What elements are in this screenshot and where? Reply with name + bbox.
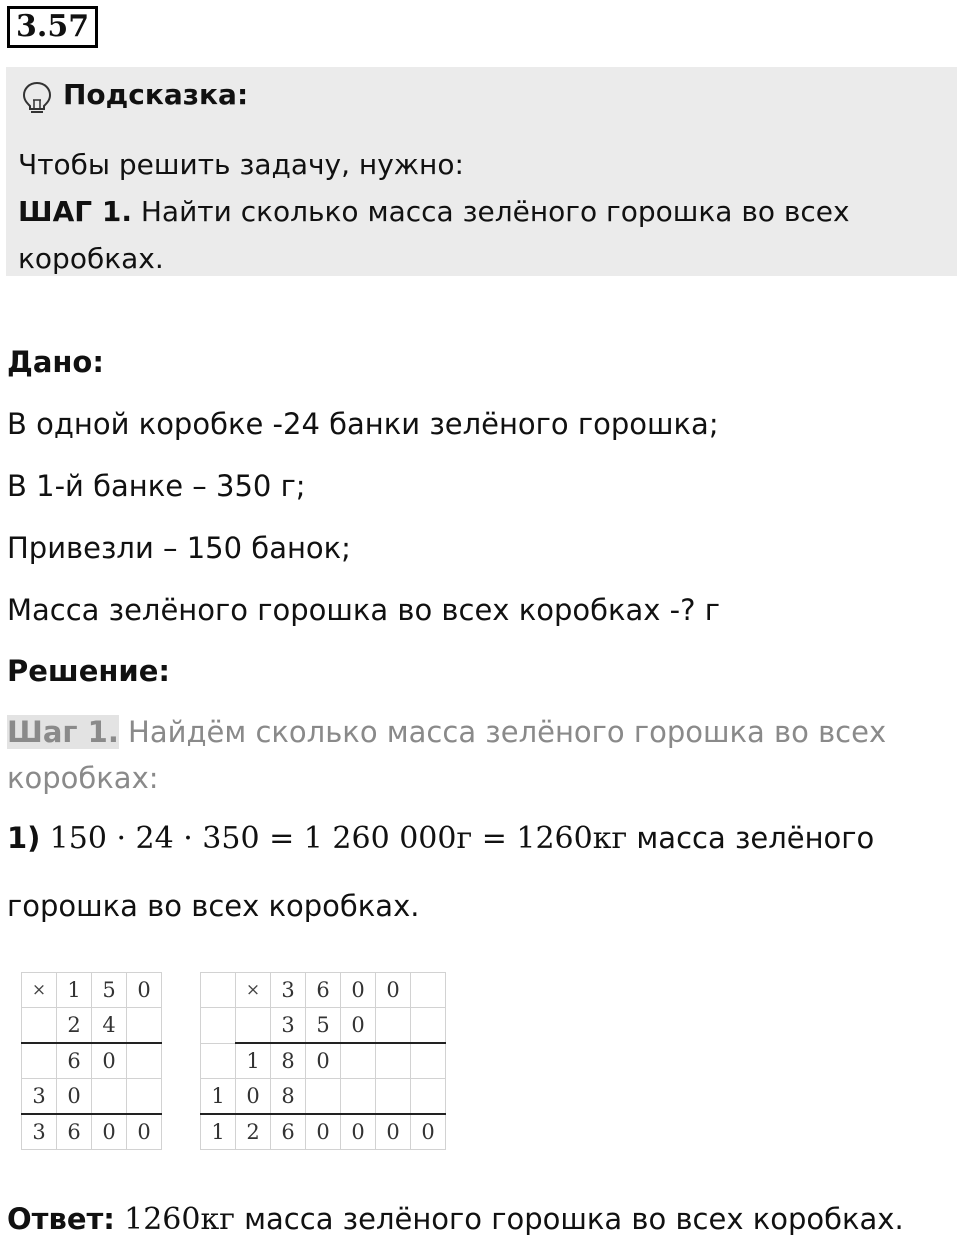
grid1-row [22,1008,162,1044]
calc-expression: 150 · 24 · 350 = 1 260 000г = 1260кг [49,821,628,856]
given-line-4: Масса зелёного горошка во всех коробках -? г [7,593,720,627]
calc-line [7,818,874,859]
grid2-cell: 1 [201,1079,236,1115]
grid1-row [22,1043,162,1079]
grid1-cell: 3 [22,1079,57,1115]
grid2-row [201,1008,446,1044]
grid2-cell: 3 [271,1008,306,1044]
grid2-cell: 0 [236,1079,271,1115]
hint-box [6,67,957,276]
grid1-cell: 5 [92,973,127,1008]
grid1-cell [127,1043,162,1079]
solution-title: Решение: [7,654,171,688]
grid2-cell: 0 [306,1114,341,1150]
grid1-cell: × [22,973,57,1008]
grid2-cell: 8 [271,1079,306,1115]
calc-text-cont: горошка во всех коробках. [7,889,420,923]
grid2-cell: 6 [306,973,341,1008]
grid1-row [22,973,162,1008]
grid1-row [22,1114,162,1150]
answer-label: Ответ: [7,1202,115,1236]
grid2-cell [376,1079,411,1115]
solution-step-label: Шаг 1. [7,715,119,749]
grid2-cell [341,1079,376,1115]
grid2-row [201,1043,446,1079]
grid2-cell: 8 [271,1043,306,1079]
grid2-cell [201,973,236,1008]
hint-step-label: ШАГ 1. [18,195,132,228]
grid2-cell: 0 [376,973,411,1008]
grid2-row [201,1079,446,1115]
grid1-cell: 0 [92,1114,127,1150]
solution-step-text: Найдём сколько масса зелёного горошка во всех [118,715,887,749]
grid2-cell [411,1008,446,1044]
grid2-row [201,973,446,1008]
grid1-cell: 6 [57,1043,92,1079]
grid2-cell: 0 [341,973,376,1008]
hint-intro: Чтобы решить задачу, нужно: [18,148,464,181]
grid2-cell [341,1043,376,1079]
grid2-cell [201,1008,236,1044]
calc-text: масса зелёного [627,821,875,855]
calc-label: 1) [7,821,41,855]
grid2-cell: 6 [271,1114,306,1150]
grid1-cell [127,1008,162,1044]
grid1-cell: 2 [57,1008,92,1044]
answer-text: масса зелёного горошка во всех коробках. [234,1202,904,1236]
grid1-cell: 1 [57,973,92,1008]
grid2-cell [376,1043,411,1079]
grid1-cell [22,1043,57,1079]
grid1-cell: 0 [92,1043,127,1079]
grid1-cell [22,1008,57,1044]
given-line-1: В одной коробке -24 банки зелёного горошка; [7,407,719,441]
grid1-cell: 0 [127,973,162,1008]
grid2-cell [201,1043,236,1079]
grid2-cell: 5 [306,1008,341,1044]
grid1-cell [92,1079,127,1115]
grid1-cell: 0 [57,1079,92,1115]
grid2-cell: 0 [341,1008,376,1044]
grid1-cell [127,1079,162,1115]
grid2-cell [236,1008,271,1044]
lightbulb-icon [20,81,54,115]
grid1-cell: 4 [92,1008,127,1044]
hint-text [18,141,918,282]
task-number: 3.57 [7,6,98,48]
grid1-cell: 3 [22,1114,57,1150]
solution-step [7,712,886,752]
solution-step-text-cont: коробках: [7,761,159,795]
grid2-cell: 0 [341,1114,376,1150]
grid2-cell [411,1079,446,1115]
multiplication-grid-1 [21,972,162,1150]
hint-step-text-cont: коробках. [18,242,164,275]
multiplication-grid-2 [200,972,446,1150]
given-title: Дано: [7,345,104,379]
answer-line [7,1199,904,1240]
answer-value: 1260кг [124,1202,235,1237]
grid2-cell [411,973,446,1008]
grid1-cell: 6 [57,1114,92,1150]
grid2-cell: 2 [236,1114,271,1150]
grid2-cell: × [236,973,271,1008]
hint-step-text: Найти сколько масса зелёного горошка во всех [131,195,850,228]
grid1-cell: 0 [127,1114,162,1150]
given-line-3: Привезли – 150 банок; [7,531,351,565]
grid2-cell [306,1079,341,1115]
grid2-cell [411,1043,446,1079]
hint-title: Подсказка: [63,78,249,111]
given-line-2: В 1-й банке – 350 г; [7,469,306,503]
grid1-row [22,1079,162,1115]
hint-step [18,188,918,235]
grid2-cell: 0 [411,1114,446,1150]
grid2-cell: 1 [201,1114,236,1150]
grid2-cell: 0 [306,1043,341,1079]
grid2-cell: 1 [236,1043,271,1079]
grid2-cell: 3 [271,973,306,1008]
grid2-cell [376,1008,411,1044]
grid2-row [201,1114,446,1150]
grid2-cell: 0 [376,1114,411,1150]
